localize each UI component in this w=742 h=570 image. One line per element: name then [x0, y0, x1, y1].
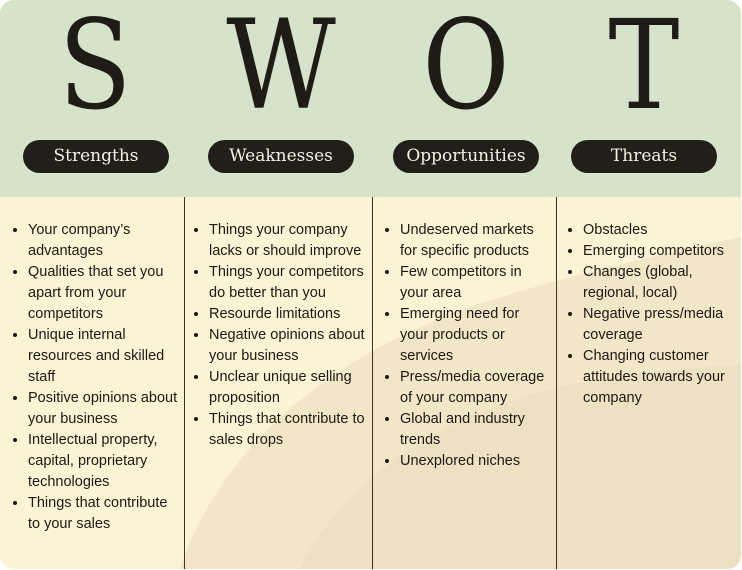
- letter-t: T: [608, 0, 680, 138]
- list-item: • Global and industry trends: [400, 409, 550, 451]
- column-divider: [184, 197, 185, 569]
- swot-body: [0, 197, 741, 569]
- list-item: • Unclear unique selling proposition: [209, 367, 365, 409]
- list-item: • Changes (global, regional, local): [583, 262, 737, 304]
- column-divider: [556, 197, 557, 569]
- list-item: • Unique internal resources and skilled staff: [28, 325, 178, 388]
- list-item: • Emerging need for your products or services: [400, 304, 550, 367]
- list-item: • Things that contribute to sales drops: [209, 409, 365, 451]
- list-item: • Your company’s advantages: [28, 220, 178, 262]
- weaknesses-list: [193, 220, 365, 451]
- list-item: • Obstacles: [583, 220, 737, 241]
- threats-list: [567, 220, 737, 409]
- list-item: • Press/media coverage of your company: [400, 367, 550, 409]
- list-item: • Few competitors in your area: [400, 262, 550, 304]
- swot-header: [0, 0, 741, 197]
- column-divider: [372, 197, 373, 569]
- list-item: • Resourde limitations: [209, 304, 365, 325]
- list-item: • Negative opinions about your business: [209, 325, 365, 367]
- letter-w: W: [226, 0, 336, 138]
- list-item: • Negative press/media coverage: [583, 304, 737, 346]
- list-item: • Intellectual property, capital, proprietary technologies: [28, 430, 178, 493]
- opportunities-list: [384, 220, 550, 472]
- strengths-label: Strengths: [23, 140, 169, 173]
- threats-column: [567, 220, 737, 409]
- list-item: • Things that contribute to your sales: [28, 493, 178, 535]
- list-item: • Things your competitors do better than you: [209, 262, 365, 304]
- weaknesses-column: [193, 220, 365, 451]
- weaknesses-label: Weaknesses: [208, 140, 354, 173]
- list-item: • Changing customer attitudes towards your company: [583, 346, 737, 409]
- opportunities-label: Opportunities: [393, 140, 539, 173]
- list-item: • Undeserved markets for specific products: [400, 220, 550, 262]
- strengths-list: [12, 220, 178, 535]
- opportunities-column: [384, 220, 550, 472]
- strengths-column: [12, 220, 178, 535]
- letter-s: S: [58, 0, 132, 138]
- list-item: • Positive opinions about your business: [28, 388, 178, 430]
- letter-o: O: [422, 0, 510, 138]
- threats-label: Threats: [571, 140, 717, 173]
- list-item: • Emerging competitors: [583, 241, 737, 262]
- list-item: • Things your company lacks or should improve: [209, 220, 365, 262]
- list-item: • Qualities that set you apart from your competitors: [28, 262, 178, 325]
- list-item: • Unexplored niches: [400, 451, 550, 472]
